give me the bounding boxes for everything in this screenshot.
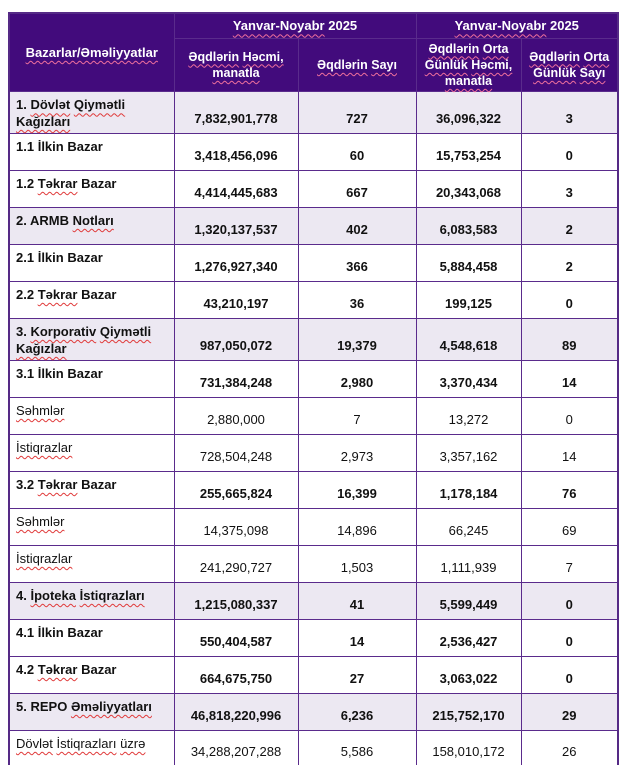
volume-cell: 14,375,098 — [174, 508, 298, 545]
count-cell: 16,399 — [298, 471, 416, 508]
avg-daily-volume-cell: 1,111,939 — [416, 545, 521, 582]
table-row — [9, 171, 618, 208]
label-word: Kağızlar — [16, 340, 67, 356]
count-cell: 60 — [298, 134, 416, 171]
row-label-cell — [9, 92, 174, 134]
label-word: 1.1 — [16, 139, 35, 155]
avg-daily-count-cell: 2 — [521, 208, 618, 245]
avg-daily-count-cell: 2 — [521, 245, 618, 282]
avg-daily-volume-cell: 15,753,254 — [416, 134, 521, 171]
avg-daily-count-cell: 89 — [521, 319, 618, 361]
volume-cell: 1,215,080,337 — [174, 582, 298, 619]
row-label-cell — [9, 245, 174, 282]
row-label-cell — [9, 582, 174, 619]
table-row — [9, 582, 618, 619]
label-word: 4. — [16, 587, 27, 603]
row-label-cell — [9, 656, 174, 693]
avg-daily-count-cell: 0 — [521, 582, 618, 619]
avg-daily-count-cell: 3 — [521, 92, 618, 134]
avg-daily-count-cell: 0 — [521, 397, 618, 434]
label-word: manatla — [212, 65, 260, 80]
count-cell: 14 — [298, 619, 416, 656]
label-word: Kağızları — [16, 114, 71, 130]
label-word: Təkrar — [37, 476, 78, 492]
table-row — [9, 319, 618, 361]
avg-daily-volume-cell: 2,536,427 — [416, 619, 521, 656]
label-word: İstiqrazları — [79, 587, 145, 603]
label-word: Dövlət — [16, 735, 53, 751]
table-row — [9, 619, 618, 656]
label-word: Yanvar-Noyabr — [454, 18, 547, 34]
row-label-cell — [9, 397, 174, 434]
label-word: Qiymətli — [99, 324, 152, 340]
avg-daily-volume-cell: 158,010,172 — [416, 730, 521, 765]
count-cell: 7 — [298, 397, 416, 434]
count-cell: 5,586 — [298, 730, 416, 765]
securities-market-table — [8, 12, 619, 765]
column-group-period-2 — [416, 13, 618, 38]
label-word: 1.2 — [16, 176, 35, 192]
corner-header-markets-operations — [9, 13, 174, 92]
table-row — [9, 397, 618, 434]
label-word: Qiymətli — [73, 97, 126, 113]
label-word: Orta — [482, 41, 509, 56]
label-word: Orta — [583, 49, 610, 64]
label-word: Əqdlərin — [188, 49, 240, 64]
label-word: İlkin — [37, 250, 64, 266]
label-word: Bazar — [81, 176, 117, 192]
label-word: 2.1 — [16, 250, 35, 266]
count-cell: 36 — [298, 282, 416, 319]
volume-cell: 34,288,207,288 — [174, 730, 298, 765]
label-word: Əqdlərin — [428, 41, 480, 56]
label-word: Təkrar — [37, 176, 78, 192]
label-word: 5. — [16, 698, 27, 714]
label-word: 3.1 — [16, 365, 35, 381]
count-cell: 19,379 — [298, 319, 416, 361]
label-word: Bazar — [81, 661, 117, 677]
volume-cell: 2,880,000 — [174, 397, 298, 434]
volume-cell: 241,290,727 — [174, 545, 298, 582]
count-cell: 667 — [298, 171, 416, 208]
column-header-avg-daily-volume — [416, 38, 521, 92]
table-header — [9, 13, 618, 92]
column-header-volume — [174, 38, 298, 92]
table-row — [9, 92, 618, 134]
label-word: Bazarlar/Əməliyyatlar — [25, 45, 158, 61]
label-word: 2. — [16, 213, 27, 229]
volume-cell: 4,414,445,683 — [174, 171, 298, 208]
avg-daily-count-cell: 3 — [521, 171, 618, 208]
label-word: Sayı — [371, 57, 397, 72]
count-cell: 41 — [298, 582, 416, 619]
label-word: Günlük — [424, 57, 468, 72]
count-cell: 14,896 — [298, 508, 416, 545]
count-cell: 2,980 — [298, 360, 416, 397]
label-word: 4.1 — [16, 624, 35, 640]
table-row — [9, 545, 618, 582]
row-label-cell — [9, 693, 174, 730]
avg-daily-count-cell: 76 — [521, 471, 618, 508]
label-word: Əqdlərin — [529, 49, 581, 64]
table-body — [9, 92, 618, 765]
avg-daily-count-cell: 7 — [521, 545, 618, 582]
count-cell: 1,503 — [298, 545, 416, 582]
row-label-cell — [9, 171, 174, 208]
avg-daily-count-cell: 29 — [521, 693, 618, 730]
label-word: Əməliyyatları — [70, 698, 152, 714]
row-label-cell — [9, 619, 174, 656]
avg-daily-count-cell: 0 — [521, 656, 618, 693]
volume-cell: 550,404,587 — [174, 619, 298, 656]
row-label-cell — [9, 730, 174, 765]
volume-cell: 7,832,901,778 — [174, 92, 298, 134]
row-label-cell — [9, 508, 174, 545]
avg-daily-count-cell: 0 — [521, 619, 618, 656]
label-word: 1. — [16, 97, 27, 113]
label-word: 2025 — [549, 18, 579, 34]
avg-daily-volume-cell: 66,245 — [416, 508, 521, 545]
avg-daily-count-cell: 0 — [521, 134, 618, 171]
label-word: Bazar — [81, 287, 117, 303]
label-word: Yanvar-Noyabr — [232, 18, 325, 34]
label-word: İlkin — [37, 139, 64, 155]
table-row — [9, 360, 618, 397]
label-word: Təkrar — [37, 287, 78, 303]
avg-daily-volume-cell: 13,272 — [416, 397, 521, 434]
count-cell: 27 — [298, 656, 416, 693]
volume-cell: 987,050,072 — [174, 319, 298, 361]
avg-daily-count-cell: 14 — [521, 360, 618, 397]
table-row — [9, 134, 618, 171]
avg-daily-count-cell: 26 — [521, 730, 618, 765]
row-label-cell — [9, 282, 174, 319]
label-word: Əqdlərin — [317, 57, 368, 72]
count-cell: 402 — [298, 208, 416, 245]
label-word: İstiqrazlar — [16, 439, 73, 455]
count-cell: 366 — [298, 245, 416, 282]
row-label-cell — [9, 134, 174, 171]
label-word: Bazar — [67, 139, 103, 155]
row-label-cell — [9, 208, 174, 245]
avg-daily-count-cell: 0 — [521, 282, 618, 319]
label-word: Bazar — [81, 476, 117, 492]
table-row — [9, 656, 618, 693]
volume-cell: 1,276,927,340 — [174, 245, 298, 282]
label-word: üzrə — [120, 735, 146, 751]
avg-daily-volume-cell: 36,096,322 — [416, 92, 521, 134]
volume-cell: 731,384,248 — [174, 360, 298, 397]
label-word: Həcmi, — [242, 49, 284, 64]
table-row — [9, 693, 618, 730]
row-label-cell — [9, 545, 174, 582]
label-word: Bazar — [67, 624, 103, 640]
avg-daily-volume-cell: 199,125 — [416, 282, 521, 319]
column-header-count — [298, 38, 416, 92]
count-cell: 727 — [298, 92, 416, 134]
count-cell: 6,236 — [298, 693, 416, 730]
table-row — [9, 434, 618, 471]
label-word: Həcmi, — [471, 57, 513, 72]
avg-daily-volume-cell: 4,548,618 — [416, 319, 521, 361]
volume-cell: 1,320,137,537 — [174, 208, 298, 245]
row-label-cell — [9, 434, 174, 471]
label-word: İpoteka — [30, 587, 76, 603]
count-cell: 2,973 — [298, 434, 416, 471]
column-group-period-1 — [174, 13, 416, 38]
label-word: İstiqrazları — [56, 735, 117, 751]
avg-daily-volume-cell: 20,343,068 — [416, 171, 521, 208]
label-word: Korporativ — [30, 324, 97, 340]
label-word: Dövlət — [30, 97, 71, 113]
label-word: Səhmlər — [16, 402, 65, 418]
label-word: manatla — [444, 74, 493, 88]
avg-daily-volume-cell: 5,599,449 — [416, 582, 521, 619]
label-word: Notları — [72, 213, 114, 229]
label-word: Bazar — [67, 250, 103, 266]
avg-daily-volume-cell: 3,357,162 — [416, 434, 521, 471]
avg-daily-volume-cell: 3,370,434 — [416, 360, 521, 397]
label-word: REPO — [30, 698, 68, 714]
table-row — [9, 208, 618, 245]
row-label-cell — [9, 471, 174, 508]
label-word: İlkin — [37, 624, 64, 640]
avg-daily-volume-cell: 1,178,184 — [416, 471, 521, 508]
label-word: Bazar — [67, 365, 103, 381]
table-row — [9, 282, 618, 319]
label-word: ARMB — [29, 213, 69, 229]
label-word: Günlük — [533, 65, 577, 80]
table-row — [9, 245, 618, 282]
row-label-cell — [9, 360, 174, 397]
column-header-avg-daily-count — [521, 38, 618, 92]
label-word: Səhmlər — [16, 513, 65, 529]
row-label-cell — [9, 319, 174, 361]
volume-cell: 664,675,750 — [174, 656, 298, 693]
label-word: 3.2 — [16, 476, 35, 492]
label-word: 3. — [16, 324, 27, 340]
volume-cell: 728,504,248 — [174, 434, 298, 471]
label-word: Sayı — [579, 65, 606, 80]
avg-daily-count-cell: 69 — [521, 508, 618, 545]
volume-cell: 3,418,456,096 — [174, 134, 298, 171]
table-row — [9, 730, 618, 765]
avg-daily-volume-cell: 6,083,583 — [416, 208, 521, 245]
avg-daily-volume-cell: 5,884,458 — [416, 245, 521, 282]
volume-cell: 255,665,824 — [174, 471, 298, 508]
label-word: Təkrar — [37, 661, 78, 677]
avg-daily-volume-cell: 3,063,022 — [416, 656, 521, 693]
label-word: 2025 — [328, 18, 358, 34]
label-word: 4.2 — [16, 661, 35, 677]
label-word: İstiqrazlar — [16, 550, 73, 566]
volume-cell: 46,818,220,996 — [174, 693, 298, 730]
label-word: İlkin — [37, 365, 64, 381]
volume-cell: 43,210,197 — [174, 282, 298, 319]
table-row — [9, 471, 618, 508]
avg-daily-volume-cell: 215,752,170 — [416, 693, 521, 730]
label-word: 2.2 — [16, 287, 35, 303]
table-row — [9, 508, 618, 545]
avg-daily-count-cell: 14 — [521, 434, 618, 471]
